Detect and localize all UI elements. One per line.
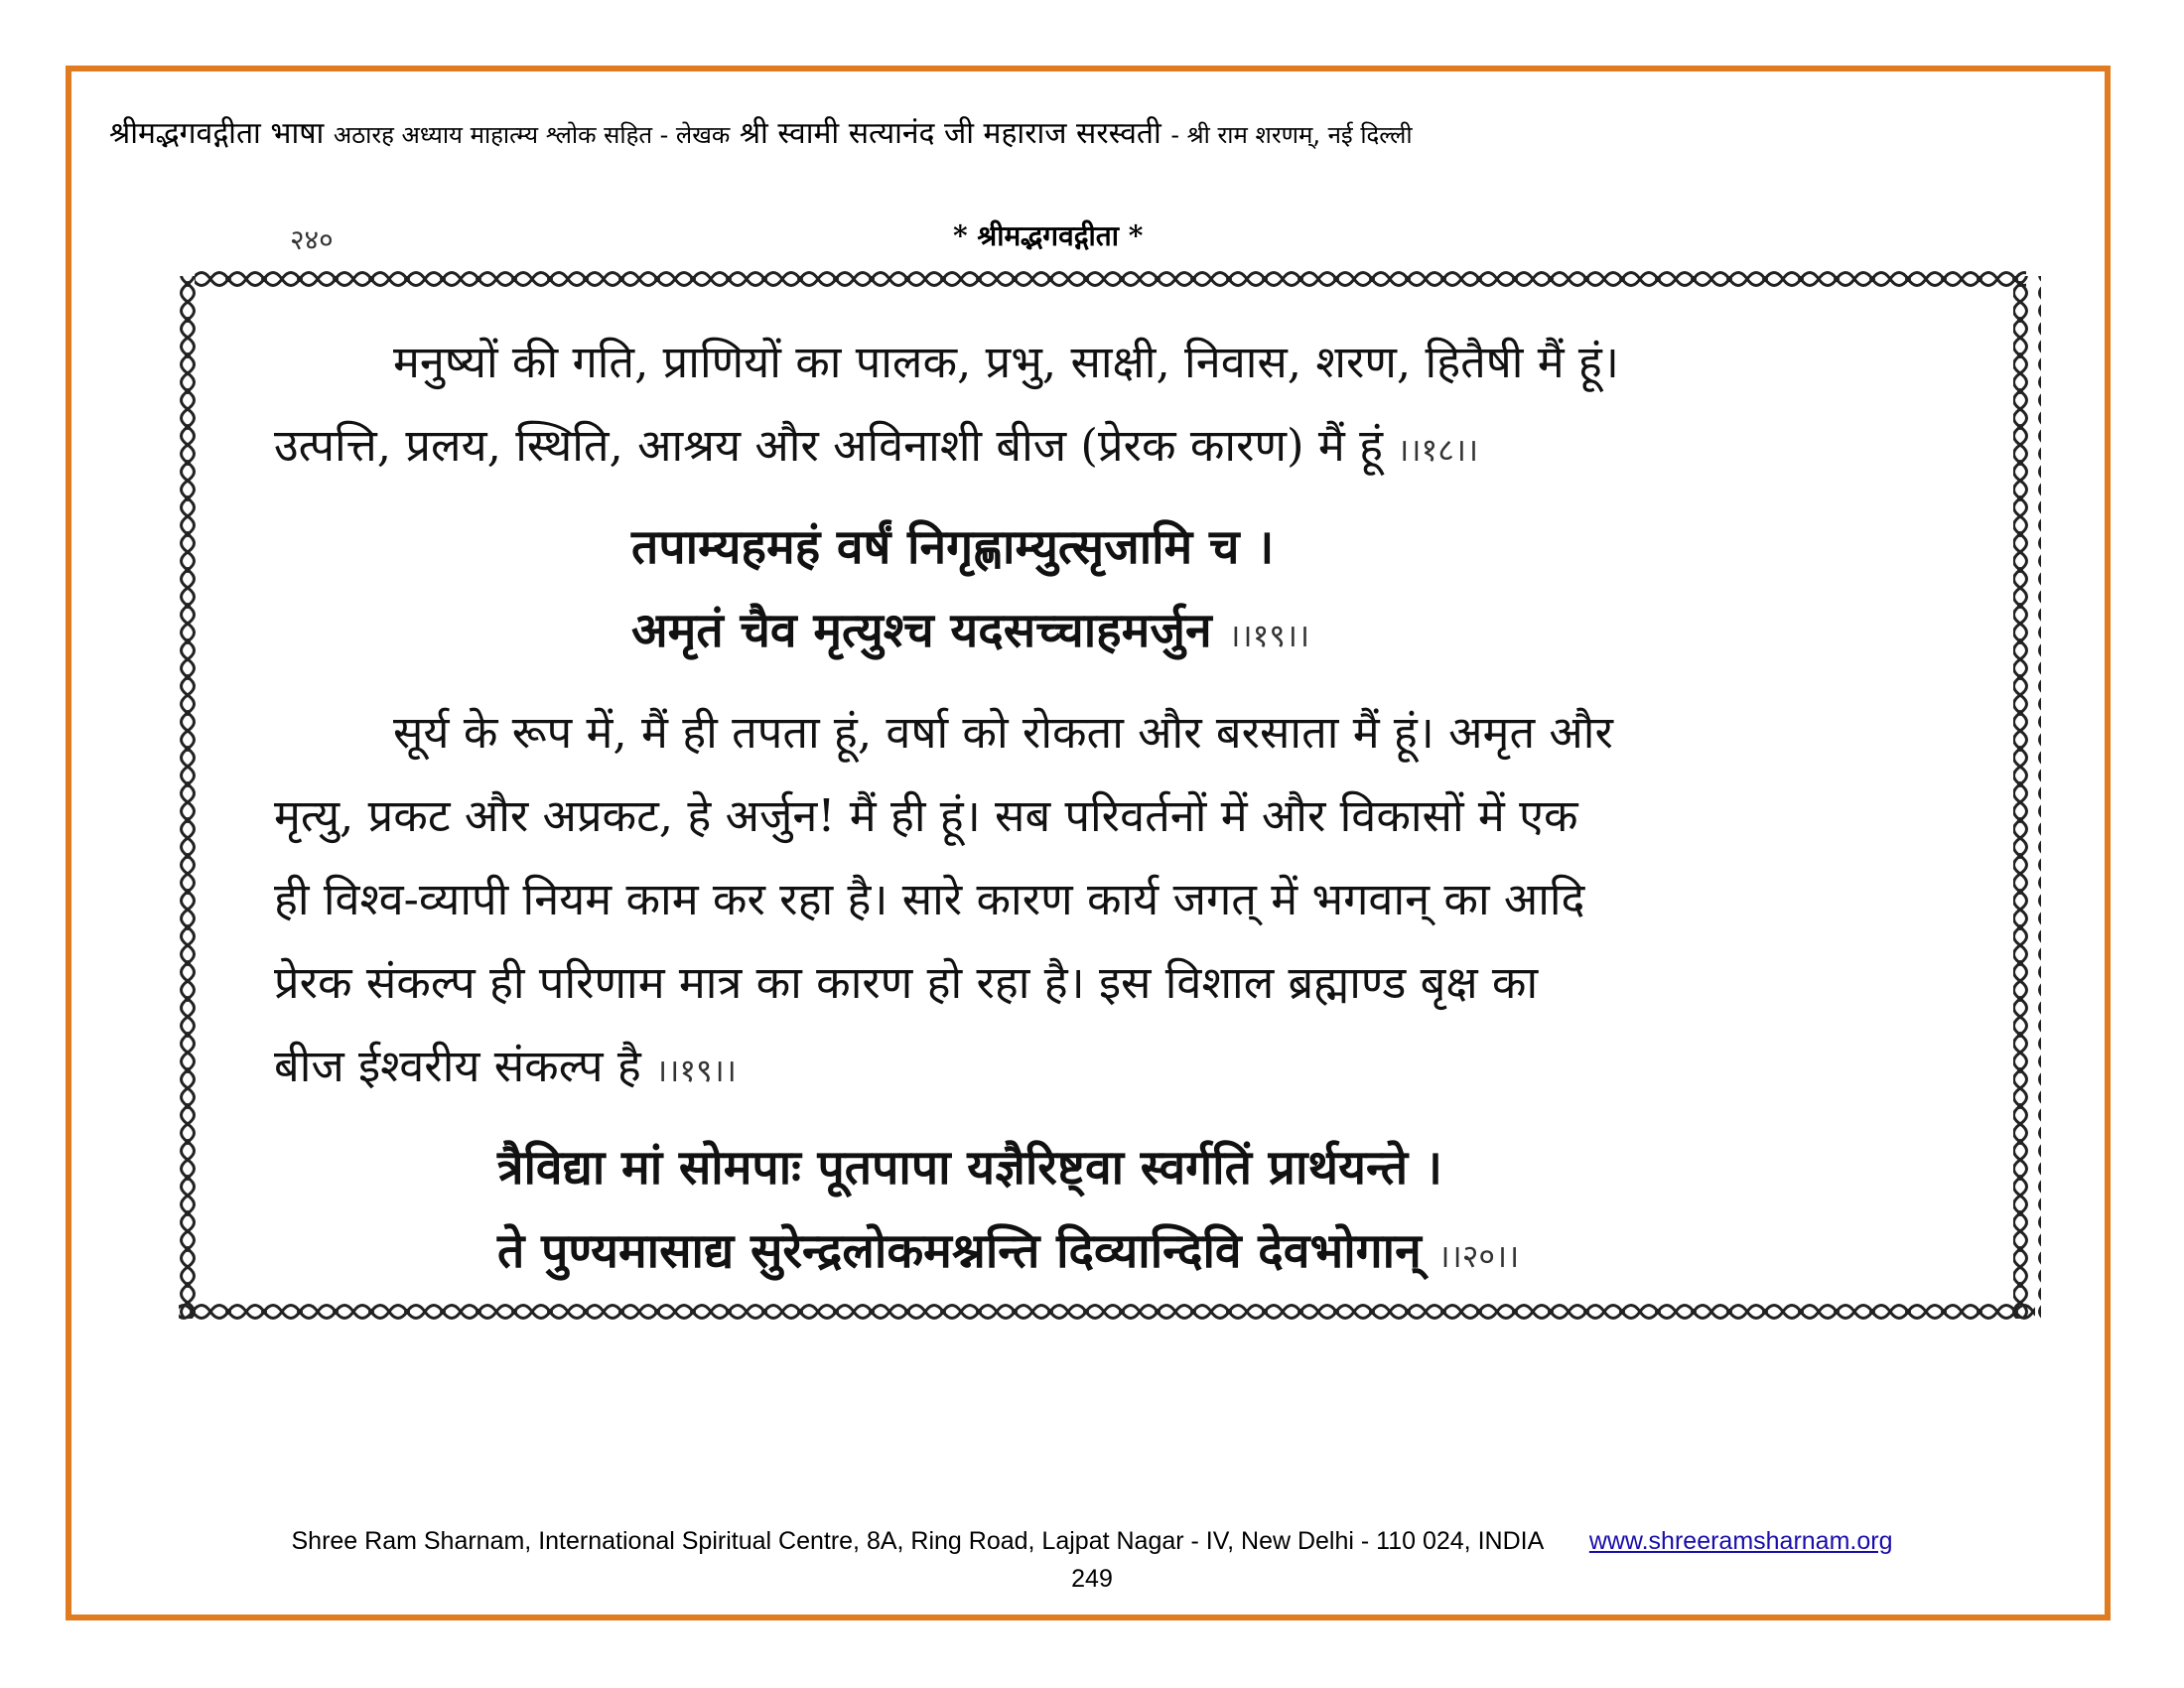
scanned-page xyxy=(175,266,2043,1329)
verse-19-line-2 xyxy=(274,589,1952,677)
footer-website-link[interactable]: www.shreeramsharnam.org xyxy=(1588,1527,1893,1555)
header-title-part2: अठारह अध्याय माहात्म्य श्लोक सहित - लेखक xyxy=(333,121,731,149)
commentary-19-line-5-text: बीज ईश्वरीय संकल्प है xyxy=(274,1040,641,1092)
verse-number-19: ।।१९।। xyxy=(1228,617,1310,654)
commentary-18-line-2 xyxy=(274,404,1952,492)
commentary-19-line-3: ही विश्व-व्यापी नियम काम कर रहा है। सारे कारण कार्य जगत् में भगवान् का आदि xyxy=(274,873,1585,925)
commentary-18-line-2-text: उत्पत्ति, प्रलय, स्थिति, आश्रय और अविनाशी बीज (प्रेरक कारण) मैं हूं xyxy=(274,419,1383,472)
verse-20-line-2 xyxy=(274,1209,1952,1298)
commentary-19-line-2: मृत्यु, प्रकट और अप्रकट, हे अर्जुन! मैं ही हूं। सब परिवर्तनों में और विकासों में एक xyxy=(274,789,1578,842)
verse-19-line-2-text: अमृतं चैव मृत्युश्च यदसच्चाहमर्जुन xyxy=(631,603,1212,658)
commentary-19-line-1: सूर्य के रूप में, मैं ही तपता हूं, वर्षा को रोकता और बरसाता मैं हूं। अमृत और xyxy=(393,706,1613,759)
header-title-part1: श्रीमद्भगवद्गीता भाषा xyxy=(109,116,325,151)
footer-page-number: 249 xyxy=(1071,1565,1113,1593)
footer-address: Shree Ram Sharnam, International Spiritual Centre, 8A, Ring Road, Lajpat Nagar - IV, New Delhi - 110 024, INDIA xyxy=(291,1527,1543,1555)
scan-running-head: * श्रीमद्भगवद्गीता * xyxy=(953,219,1144,252)
page-header xyxy=(109,111,2085,152)
verse-20-line-1: त्रैविद्या मां सोमपाः पूतपापा यज्ञैरिष्ट्वा स्वर्गतिं प्रार्थयन्ते । xyxy=(497,1140,1442,1196)
verse-number-18: ।।१८।। xyxy=(1397,431,1479,469)
scan-text xyxy=(274,321,1952,1298)
verse-19-line-1: तपाम्यहमहं वर्षं निगृह्णाम्युत्सृजामि च । xyxy=(631,519,1275,575)
verse-number-20: ।।२०।। xyxy=(1437,1237,1520,1275)
header-title-part4: - श्री राम शरणम्, नई दिल्ली xyxy=(1170,121,1413,149)
scan-page-number: २४० xyxy=(290,223,334,256)
commentary-19-line-4: प्रेरक संकल्प ही परिणाम मात्र का कारण हो रहा है। इस विशाल ब्रह्माण्ड बृक्ष का xyxy=(274,956,1539,1009)
verse-20-line-2-text: ते पुण्यमासाद्य सुरेन्द्रलोकमश्नन्ति दिव्यान्दिवि देवभोगान् xyxy=(497,1223,1422,1279)
commentary-19-line-5 xyxy=(274,1025,1952,1112)
commentary-number-19: ।।१९।। xyxy=(655,1052,737,1089)
commentary-18-line-1: मनुष्यों की गति, प्राणियों का पालक, प्रभु, साक्षी, निवास, शरण, हितैषी मैं हूं। xyxy=(393,336,1619,388)
header-title-part3: श्री स्वामी सत्यानंद जी महाराज सरस्वती xyxy=(739,116,1161,151)
page-footer xyxy=(0,1527,2184,1556)
